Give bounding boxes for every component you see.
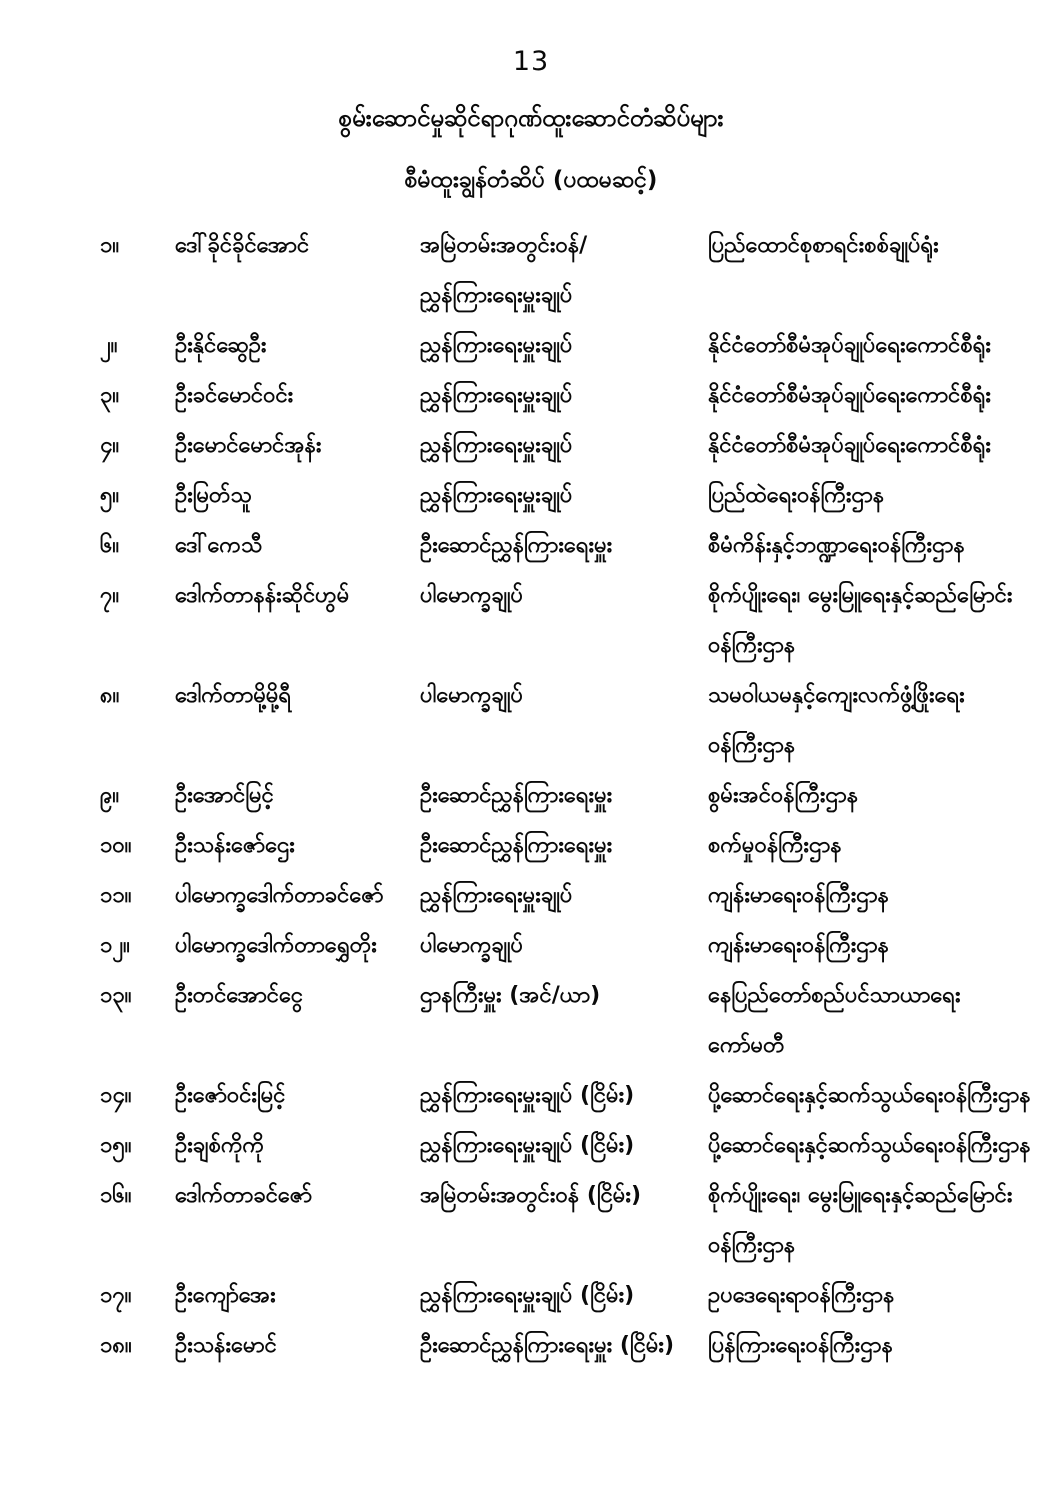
position-line: ဦးဆောင်ညွှန်ကြားရေးမှူး	[420, 533, 613, 558]
recipient-position	[420, 971, 708, 1021]
table-row	[0, 871, 1062, 921]
recipient-name: ဦးနိုင်ဆွေဦး	[175, 333, 267, 358]
row-number: ၁၅။	[100, 1133, 132, 1158]
recipient-name: ဦးသန်းဇော်ဌေး	[175, 833, 295, 858]
organization-line: စွမ်းအင်ဝန်ကြီးဌာန	[708, 783, 859, 808]
recipient-name: ဒေါက်တာနန်းဆိုင်ဟွမ်	[175, 583, 350, 608]
recipient-organization	[708, 1121, 1062, 1171]
table-row	[0, 1121, 1062, 1171]
table-row	[0, 221, 1062, 321]
organization-line: နိုင်ငံတော်စီမံအုပ်ချုပ်ရေးကောင်စီရုံး	[708, 383, 991, 408]
recipient-organization	[708, 1271, 1062, 1321]
row-number: ၆။	[100, 533, 120, 558]
position-line: ပါမောက္ခချုပ်	[420, 583, 523, 608]
position-line: ညွှန်ကြားရေးမှူးချုပ်	[420, 433, 573, 458]
organization-line: စိုက်ပျိုးရေး၊ မွေးမြူရေးနှင့်ဆည်မြောင်း	[708, 1183, 1013, 1208]
recipient-position	[420, 1271, 708, 1321]
table-row	[0, 521, 1062, 571]
recipient-name: ဦးကျော်အေး	[175, 1283, 276, 1308]
row-number: ၁။	[100, 233, 120, 258]
row-number: ၁၆။	[100, 1183, 132, 1208]
recipient-position	[420, 471, 708, 521]
table-row	[0, 1171, 1062, 1271]
organization-line: နိုင်ငံတော်စီမံအုပ်ချုပ်ရေးကောင်စီရုံး	[708, 333, 991, 358]
recipient-organization	[708, 471, 1062, 521]
recipient-position	[420, 671, 708, 721]
position-line: ညွှန်ကြားရေးမှူးချုပ်	[420, 383, 573, 408]
recipient-position	[420, 221, 708, 321]
recipient-position	[420, 371, 708, 421]
recipient-name: ဒေါက်တာမို့မို့ရီ	[175, 683, 292, 708]
organization-line: ပို့ဆောင်ရေးနှင့်ဆက်သွယ်ရေးဝန်ကြီးဌာန	[708, 1083, 1031, 1108]
recipient-position	[420, 321, 708, 371]
table-row	[0, 321, 1062, 371]
row-number: ၂။	[100, 333, 118, 358]
recipient-organization	[708, 671, 1062, 771]
recipient-organization	[708, 221, 1062, 271]
recipient-organization	[708, 1321, 1062, 1371]
recipient-position	[420, 571, 708, 621]
table-row	[0, 821, 1062, 871]
recipient-position	[420, 521, 708, 571]
table-row	[0, 1071, 1062, 1121]
recipient-name: ဦးခင်မောင်ဝင်း	[175, 383, 294, 408]
organization-line: နေပြည်တော်စည်ပင်သာယာရေး	[708, 983, 961, 1008]
table-row	[0, 421, 1062, 471]
position-line: ညွှန်ကြားရေးမှူးချုပ် (ငြိမ်း)	[420, 1133, 635, 1158]
table-row	[0, 571, 1062, 671]
row-number: ၈။	[100, 683, 120, 708]
organization-line: နိုင်ငံတော်စီမံအုပ်ချုပ်ရေးကောင်စီရုံး	[708, 433, 991, 458]
recipient-position	[420, 1071, 708, 1121]
recipient-organization	[708, 771, 1062, 821]
recipient-organization	[708, 1071, 1062, 1121]
recipient-organization	[708, 571, 1062, 671]
recipient-name: ဦးသန်းမောင်	[175, 1333, 277, 1358]
row-number: ၉။	[100, 783, 120, 808]
recipient-name: ဒေါက်တာခင်ဇော်	[175, 1183, 313, 1208]
document-title: စွမ်းဆောင်မှုဆိုင်ရာဂုဏ်ထူးဆောင်တံဆိပ်များ	[338, 104, 724, 132]
page-number: 13	[512, 46, 550, 77]
organization-line: ဝန်ကြီးဌာန	[708, 1233, 796, 1258]
table-row	[0, 771, 1062, 821]
recipient-organization	[708, 971, 1062, 1071]
recipient-name: ဦးတင်အောင်ငွေ	[175, 983, 304, 1008]
recipient-position	[420, 921, 708, 971]
row-number: ၇။	[100, 583, 120, 608]
recipient-name: ပါမောက္ခဒေါက်တာရွှေတိုး	[175, 933, 377, 958]
recipient-position	[420, 1321, 708, 1371]
recipient-position	[420, 771, 708, 821]
recipient-position	[420, 1171, 708, 1221]
recipient-name: ဦးချစ်ကိုကို	[175, 1133, 265, 1158]
recipient-organization	[708, 421, 1062, 471]
row-number: ၁၀။	[100, 833, 132, 858]
table-row	[0, 1321, 1062, 1371]
awards-table	[0, 221, 1062, 1371]
recipient-position	[420, 871, 708, 921]
row-number: ၁၁။	[100, 883, 132, 908]
recipient-organization	[708, 1171, 1062, 1271]
position-line: အမြဲတမ်းအတွင်းဝန် (ငြိမ်း)	[420, 1183, 641, 1208]
table-row	[0, 471, 1062, 521]
recipient-name: ပါမောက္ခဒေါက်တာခင်ဇော်	[175, 883, 384, 908]
position-line: ပါမောက္ခချုပ်	[420, 933, 523, 958]
table-row	[0, 921, 1062, 971]
organization-line: ဝန်ကြီးဌာန	[708, 633, 796, 658]
recipient-position	[420, 821, 708, 871]
organization-line: ပြန်ကြားရေးဝန်ကြီးဌာန	[708, 1333, 893, 1358]
organization-line: ကော်မတီ	[708, 1033, 785, 1058]
row-number: ၁၇။	[100, 1283, 132, 1308]
recipient-name: ဦးမောင်မောင်အုန်း	[175, 433, 322, 458]
position-line: အမြဲတမ်းအတွင်းဝန်/	[420, 233, 588, 258]
organization-line: စီမံကိန်းနှင့်ဘဏ္ဍာရေးဝန်ကြီးဌာန	[708, 533, 965, 558]
organization-line: ကျန်းမာရေးဝန်ကြီးဌာန	[708, 883, 889, 908]
row-number: ၁၈။	[100, 1333, 132, 1358]
row-number: ၅။	[100, 483, 120, 508]
organization-line: သမဝါယမနှင့်ကျေးလက်ဖွံ့ဖြိုးရေး	[708, 683, 965, 708]
organization-line: ပို့ဆောင်ရေးနှင့်ဆက်သွယ်ရေးဝန်ကြီးဌာန	[708, 1133, 1031, 1158]
recipient-organization	[708, 521, 1062, 571]
position-line: ညွှန်ကြားရေးမှူးချုပ်	[420, 333, 573, 358]
organization-line: ကျန်းမာရေးဝန်ကြီးဌာန	[708, 933, 889, 958]
document-subtitle: စီမံထူးချွန်တံဆိပ် (ပထမဆင့်)	[404, 167, 658, 193]
recipient-organization	[708, 321, 1062, 371]
position-line: ဦးဆောင်ညွှန်ကြားရေးမှူး (ငြိမ်း)	[420, 1333, 675, 1358]
recipient-organization	[708, 371, 1062, 421]
table-row	[0, 671, 1062, 771]
table-row	[0, 971, 1062, 1071]
position-line: ညွှန်ကြားရေးမှူးချုပ်	[420, 283, 573, 308]
recipient-name: ဦးဇော်ဝင်းမြင့်	[175, 1083, 286, 1108]
recipient-name: ဦးမြတ်သူ	[175, 483, 252, 508]
position-line: ညွှန်ကြားရေးမှူးချုပ် (ငြိမ်း)	[420, 1283, 635, 1308]
row-number: ၁၂။	[100, 933, 130, 958]
position-line: ဌာနကြီးမှူး (အင်/ယာ)	[420, 983, 601, 1008]
organization-line: စက်မှုဝန်ကြီးဌာန	[708, 833, 842, 858]
recipient-organization	[708, 821, 1062, 871]
recipient-name: ဦးအောင်မြင့်	[175, 783, 274, 808]
recipient-name: ဒေါ်ကေသီ	[175, 533, 263, 558]
position-line: ညွှန်ကြားရေးမှူးချုပ်	[420, 483, 573, 508]
organization-line: ပြည်ထောင်စုစာရင်းစစ်ချုပ်ရုံး	[708, 233, 939, 258]
recipient-name: ဒေါ်ခိုင်ခိုင်အောင်	[175, 233, 310, 258]
recipient-organization	[708, 921, 1062, 971]
row-number: ၄။	[100, 433, 120, 458]
position-line: ညွှန်ကြားရေးမှူးချုပ် (ငြိမ်း)	[420, 1083, 635, 1108]
recipient-position	[420, 421, 708, 471]
table-row	[0, 1271, 1062, 1321]
table-row	[0, 371, 1062, 421]
position-line: ဦးဆောင်ညွှန်ကြားရေးမှူး	[420, 833, 613, 858]
organization-line: ဥပဒေရေးရာဝန်ကြီးဌာန	[708, 1283, 895, 1308]
organization-line: ပြည်ထဲရေးဝန်ကြီးဌာန	[708, 483, 885, 508]
organization-line: ဝန်ကြီးဌာန	[708, 733, 796, 758]
row-number: ၁၄။	[100, 1083, 132, 1108]
position-line: ညွှန်ကြားရေးမှူးချုပ်	[420, 883, 573, 908]
row-number: ၃။	[100, 383, 120, 408]
organization-line: စိုက်ပျိုးရေး၊ မွေးမြူရေးနှင့်ဆည်မြောင်း	[708, 583, 1013, 608]
position-line: ဦးဆောင်ညွှန်ကြားရေးမှူး	[420, 783, 613, 808]
row-number: ၁၃။	[100, 983, 132, 1008]
position-line: ပါမောက္ခချုပ်	[420, 683, 523, 708]
recipient-position	[420, 1121, 708, 1171]
recipient-organization	[708, 871, 1062, 921]
